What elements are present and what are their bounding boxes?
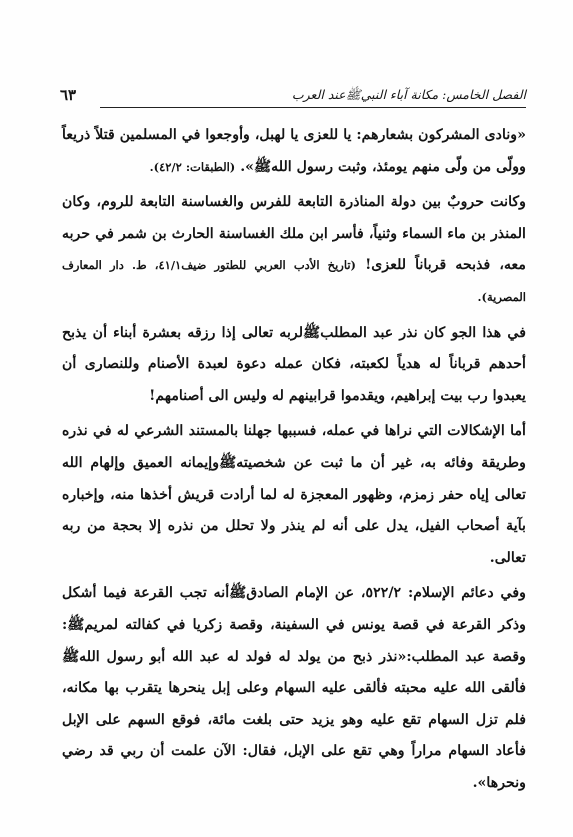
paragraph-2 — [62, 187, 526, 313]
paragraph-3-text: في هذا الجو كان نذر عبد المطلبﷺلربه تعالى إذا رزقه بعشرة أبناء أن يذبح أحدهم قرباناً له هدياً لكعبته، فكان عمله دعوة لعبدة الأصنام وللنصارى أن يعبدوا رب بيت إبراهيم، ويقدموا قرابينهم له وليس الى أصنامهم! — [62, 324, 526, 404]
page-body — [62, 120, 526, 803]
page-header — [60, 86, 526, 110]
paragraph-1-text: «ونادى المشركون بشعارهم: يا للعزى يا لهبل، وأوجعوا في المسلمين قتلاً ذريعاً وولّى من ولّى منهم يومئذ، وثبت رسول اللهﷺ». — [62, 127, 526, 175]
paragraph-1 — [62, 120, 526, 183]
header-rule — [100, 107, 526, 108]
chapter-title: الفصل الخامس: مكانة آباء النبيﷺعند العرب — [291, 87, 526, 102]
paragraph-5 — [62, 578, 526, 799]
paragraph-2-source: (تاريخ الأدب العربي للطتور ضيف٤١/١، ط. دار المعارف المصرية). — [62, 258, 526, 304]
paragraph-1-source: (الطبقات: ٤٢/٢). — [149, 159, 236, 174]
paragraph-2-text: وكانت حروبٌ بين دولة المناذرة التابعة للفرس والغساسنة التابعة للروم، وكان المنذر بن ماء السماء وثنياً، فأسر ابن ملك الغساسنة الحارث بن شمر في حربه معه، فذبحه قرباناً للعزى! — [62, 194, 527, 274]
paragraph-3 — [62, 318, 526, 413]
paragraph-4-text: أما الإشكالات التي نراها في عمله، فسببها جهلنا بالمستند الشرعي له في نذره وطريقة وفائه به، غير أن ما ثبت عن شخصيتهﷺوإيمانه العميق وإلهام الله تعالى إياه حفر زمزم، وظهور المعجزة له لما أرادت قريش أخذها منه، وإخباره بآية أصحاب الفيل، يدل على أنه لم ينذر ولا تحلل من نذره إلا بحجة من ربه تعالى. — [62, 423, 526, 566]
paragraph-5-text: وفي دعائم الإسلام: ٥٢٢/٢، عن الإمام الصادقﷺأنه تجب القرعة فيما أشكل وذكر القرعة في قصة يونس في السفينة، وقصة زكريا في كفالته لمريمﷺ: وقصة عبد المطلب:«نذر ذبح من يولد له فولد له عبد الله أبو رسول اللهﷺ فألقى الله عليه محبته فألقى عليه السهام وعلى إبل ينحرها يتقرب بها مكانه، فلم تزل السهام تقع عليه وهو يزيد حتى بلغت مائة، فوقع السهم على الإبل فأعاد السهام مراراً وهي تقع على الإبل، فقال: الآن علمت أن ربي قد رضي ونحرها». — [62, 585, 526, 791]
paragraph-4 — [62, 416, 526, 574]
page-number: ٦٣ — [60, 86, 77, 104]
